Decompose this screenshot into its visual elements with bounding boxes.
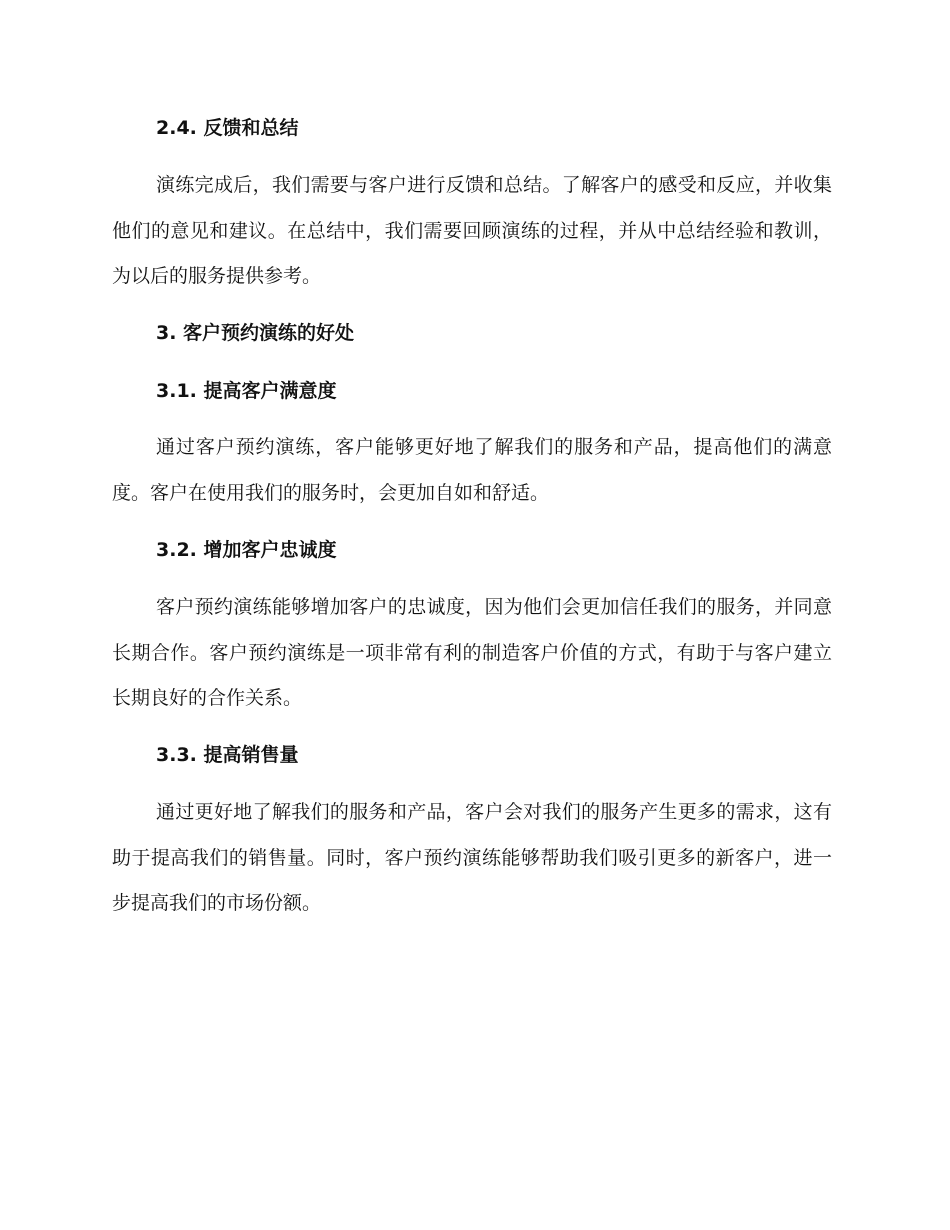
section-heading-3: 3. 客户预约演练的好处: [156, 322, 355, 344]
section-paragraph-3-1: 通过客户预约演练，客户能够更好地了解我们的服务和产品，提高他们的满意度。客户在使用我们的服务时，会更加自如和舒适。: [112, 436, 832, 504]
section-heading-3-1: 3.1. 提高客户满意度: [156, 380, 337, 402]
section-heading-2-4: 2.4. 反馈和总结: [156, 117, 299, 139]
section-heading-3-2: 3.2. 增加客户忠诚度: [156, 539, 337, 561]
section-paragraph-2-4: 演练完成后，我们需要与客户进行反馈和总结。了解客户的感受和反应，并收集他们的意见和建议。在总结中，我们需要回顾演练的过程，并从中总结经验和教训，为以后的服务提供参考。: [112, 174, 832, 287]
section-heading-3-3: 3.3. 提高销售量: [156, 744, 299, 766]
section-paragraph-3-3: 通过更好地了解我们的服务和产品，客户会对我们的服务产生更多的需求，这有助于提高我们的销售量。同时，客户预约演练能够帮助我们吸引更多的新客户，进一步提高我们的市场份额。: [112, 801, 832, 914]
section-paragraph-3-2: 客户预约演练能够增加客户的忠诚度，因为他们会更加信任我们的服务，并同意长期合作。客户预约演练是一项非常有利的制造客户价值的方式，有助于与客户建立长期良好的合作关系。: [112, 596, 832, 709]
